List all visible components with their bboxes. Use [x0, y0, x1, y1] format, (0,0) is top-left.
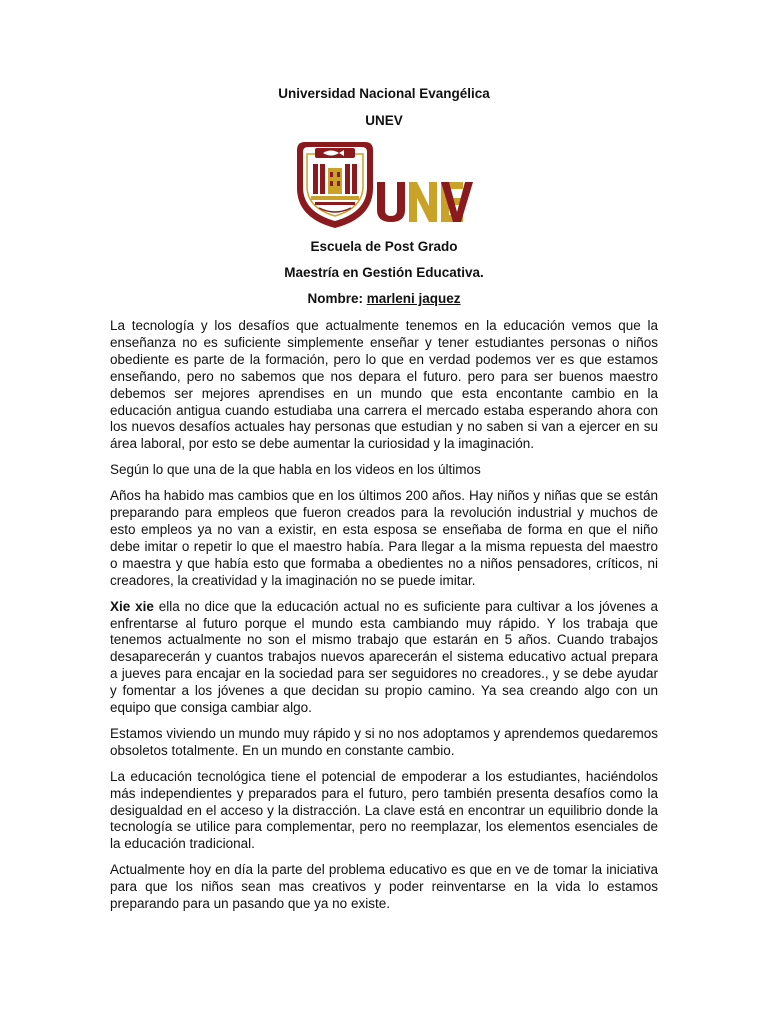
paragraph-1: La tecnología y los desafíos que actualmente tenemos en la educación vemos que la enseñanza no es suficiente simplemente enseñar y tener estudiantes personas o niños obediente es parte de la formación, pero lo que en verdad podemos ver es que estamos enseñando, pero no sabemos que nos depara el futuro. pero para ser buenos maestro debemos ser mejores aprendises en un mundo que esta encontante cambio en la educación antigua cuando estudiaba una carrera el mercado estaba esperando ahora con los nuevos desafíos actuales hay personas que estudian y no saben si van a ejercer en su área laboral, por esto se debe aumentar la curiosidad y la imaginación.: [110, 318, 658, 452]
paragraph-7: Actualmente hoy en día la parte del problema educativo es que en ve de tomar la iniciativa para que los niños sean mas creativos y poder reinventarse en la vida lo estamos preparando para un pasando que ya no existe.: [110, 862, 658, 912]
student-name: marleni jaquez: [366, 291, 461, 306]
paragraph-5: Estamos viviendo un mundo muy rápido y si no nos adoptamos y aprendemos quedaremos obsoletos totalmente. En un mundo en constante cambio.: [110, 725, 658, 758]
paragraph-2: Según lo que una de la que habla en los videos en los últimos: [110, 462, 481, 478]
paragraph-4-text: ella no dice que la educación actual no es suficiente para cultivar a los jóvenes a enfrentarse al futuro porque el mundo esta cambiando muy rápido. Y los trabaja que tenemos actualmente no son el mismo trabajo que estarán en 5 años. Cuando trabajos desaparecerán y cuantos trabajos nuevos aparecerán el sistema educativo actual prepara a jueves para encajar en la sociedad para ser seguidores no creadores., y se debe ayudar y fomentar a los jóvenes a que decidan su propio camino. Ya sea creando algo con un equipo que consiga cambiar algo.: [110, 598, 659, 716]
paragraph-3: Años ha habido mas cambios que en los últimos 200 años. Hay niños y niñas que se están preparando para empleos que fueron creados para la revolución industrial y muchos de esto empleos ya no van a existir, en esta esposa se enseñaba de forma en que el niño debe imitar o repetir lo que el maestro había. Para llegar a la misma repuesta del maestro o maestra y que había esto que formaba a obedientes no a niños pensadores, críticos, ni creadores, la creatividad y la imaginación no se puede imitar.: [110, 488, 658, 588]
student-name-line: [0, 291, 768, 307]
paragraph-4: [110, 599, 658, 717]
unev-wordmark: [377, 182, 473, 222]
essay-body: [110, 318, 658, 922]
unev-logo: [293, 136, 475, 230]
school-name: Escuela de Post Grado: [310, 239, 458, 254]
paragraph-6: La educación tecnológica tiene el potencial de empoderar a los estudiantes, haciéndolos más independientes y preparados para el futuro, pero también presenta desafíos como la desigualdad en el acceso y la distracción. La clave está en encontrar un equilibrio donde la tecnología se utilice para complementar, pero no reemplazar, los elementos esenciales de la educación tradicional.: [110, 768, 658, 852]
name-label: Nombre:: [307, 291, 363, 306]
university-acronym: UNEV: [365, 113, 403, 128]
university-title: Universidad Nacional Evangélica: [278, 86, 490, 101]
shield-seal-icon: [297, 142, 373, 228]
program-name: Maestría en Gestión Educativa.: [284, 265, 484, 280]
paragraph-4-lead: Xie xie: [110, 598, 154, 614]
